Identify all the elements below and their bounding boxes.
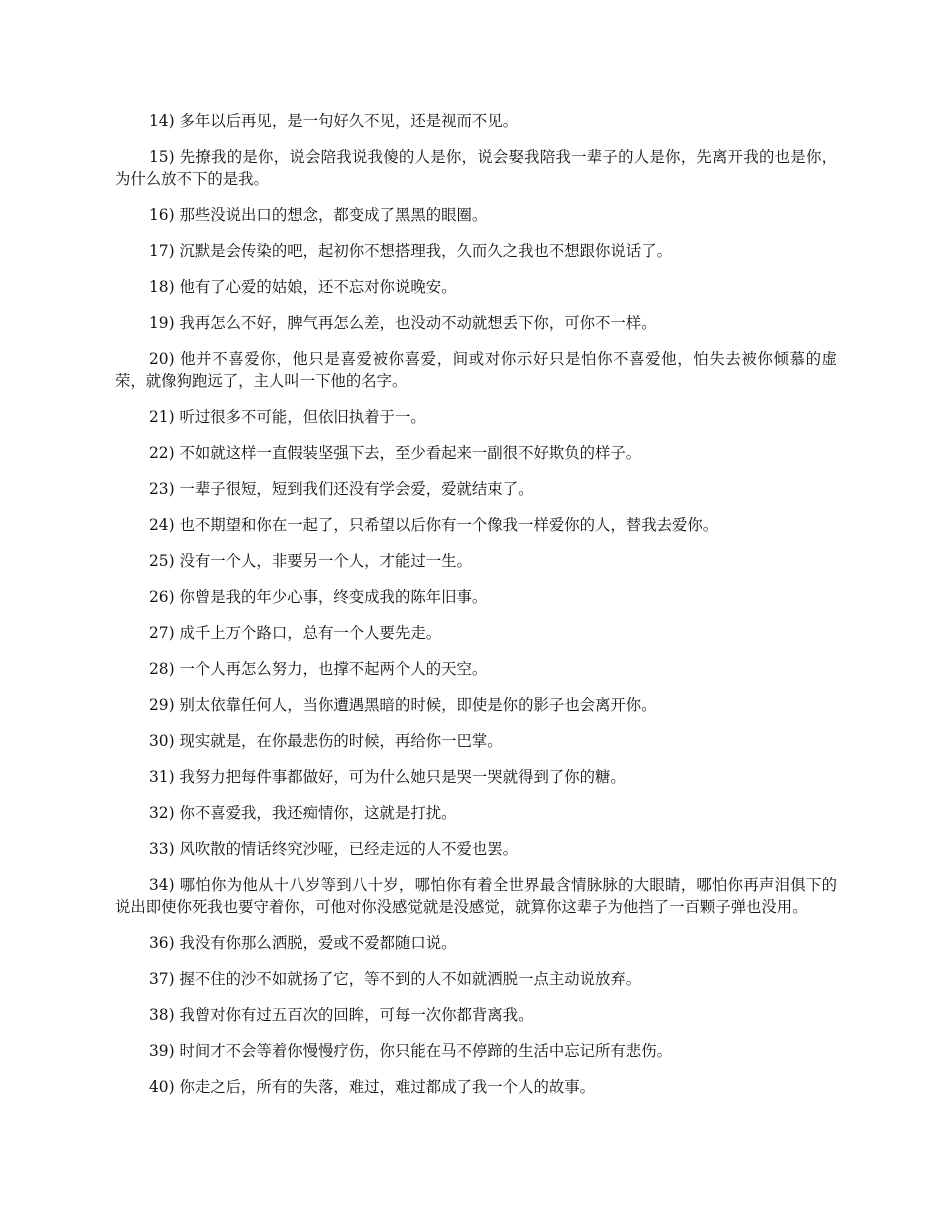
- paragraph: 36) 我没有你那么洒脱，爱或不爱都随口说。: [149, 934, 457, 952]
- paragraph: 34) 哪怕你为他从十八岁等到八十岁，哪怕你有着全世界最含情脉脉的大眼睛，哪怕你再声泪俱下的说出即使你死我也要守着你，可他对你没感觉就是没感觉，就算你这辈子为他挡了一百颗子弹也没用。: [115, 876, 837, 916]
- paragraph: 33) 风吹散的情话终究沙哑，已经走远的人不爱也罢。: [149, 840, 519, 858]
- paragraph: 26) 你曾是我的年少心事，终变成我的陈年旧事。: [149, 588, 488, 606]
- paragraph: 37) 握不住的沙不如就扬了它，等不到的人不如就洒脱一点主动说放弃。: [149, 970, 642, 988]
- paragraph: 17) 沉默是会传染的吧，起初你不想搭理我，久而久之我也不想跟你说话了。: [149, 242, 672, 260]
- paragraph: 29) 别太依靠任何人，当你遭遇黑暗的时候，即使是你的影子也会离开你。: [149, 696, 657, 714]
- paragraph: 22) 不如就这样一直假装坚强下去，至少看起来一副很不好欺负的样子。: [149, 444, 642, 462]
- paragraph: 24) 也不期望和你在一起了，只希望以后你有一个像我一样爱你的人，替我去爱你。: [149, 516, 719, 534]
- paragraph: 21) 听过很多不可能，但依旧执着于一。: [149, 408, 426, 426]
- paragraph: 16) 那些没说出口的想念，都变成了黑黑的眼圈。: [149, 206, 488, 224]
- paragraph: 40) 你走之后，所有的失落，难过，难过都成了我一个人的故事。: [149, 1078, 596, 1096]
- paragraph: 32) 你不喜爱我，我还痴情你，这就是打扰。: [149, 804, 457, 822]
- paragraph: 27) 成千上万个路口，总有一个人要先走。: [149, 624, 442, 642]
- paragraph: 31) 我努力把每件事都做好，可为什么她只是哭一哭就得到了你的糖。: [149, 768, 626, 786]
- paragraph: 39) 时间才不会等着你慢慢疗伤，你只能在马不停蹄的生活中忘记所有悲伤。: [149, 1042, 672, 1060]
- paragraph: 19) 我再怎么不好，脾气再怎么差，也没动不动就想丢下你，可你不一样。: [149, 314, 657, 332]
- paragraph: 15) 先撩我的是你，说会陪我说我傻的人是你，说会娶我陪我一辈子的人是你，先离开我的也是你，为什么放不下的是我。: [115, 148, 837, 188]
- paragraph: 14) 多年以后再见，是一句好久不见，还是视而不见。: [149, 112, 519, 130]
- paragraph: 30) 现实就是，在你最悲伤的时候，再给你一巴掌。: [149, 732, 503, 750]
- paragraph: 38) 我曾对你有过五百次的回眸，可每一次你都背离我。: [149, 1006, 534, 1024]
- paragraph: 18) 他有了心爱的姑娘，还不忘对你说晚安。: [149, 278, 457, 296]
- paragraph: 28) 一个人再怎么努力，也撑不起两个人的天空。: [149, 660, 488, 678]
- paragraph: 25) 没有一个人，非要另一个人，才能过一生。: [149, 552, 472, 570]
- paragraph: 23) 一辈子很短，短到我们还没有学会爱，爱就结束了。: [149, 480, 534, 498]
- paragraph: 20) 他并不喜爱你，他只是喜爱被你喜爱，间或对你示好只是怕你不喜爱他，怕失去被你倾慕的虚荣，就像狗跑远了，主人叫一下他的名字。: [115, 350, 837, 390]
- document-body: [115, 110, 837, 1112]
